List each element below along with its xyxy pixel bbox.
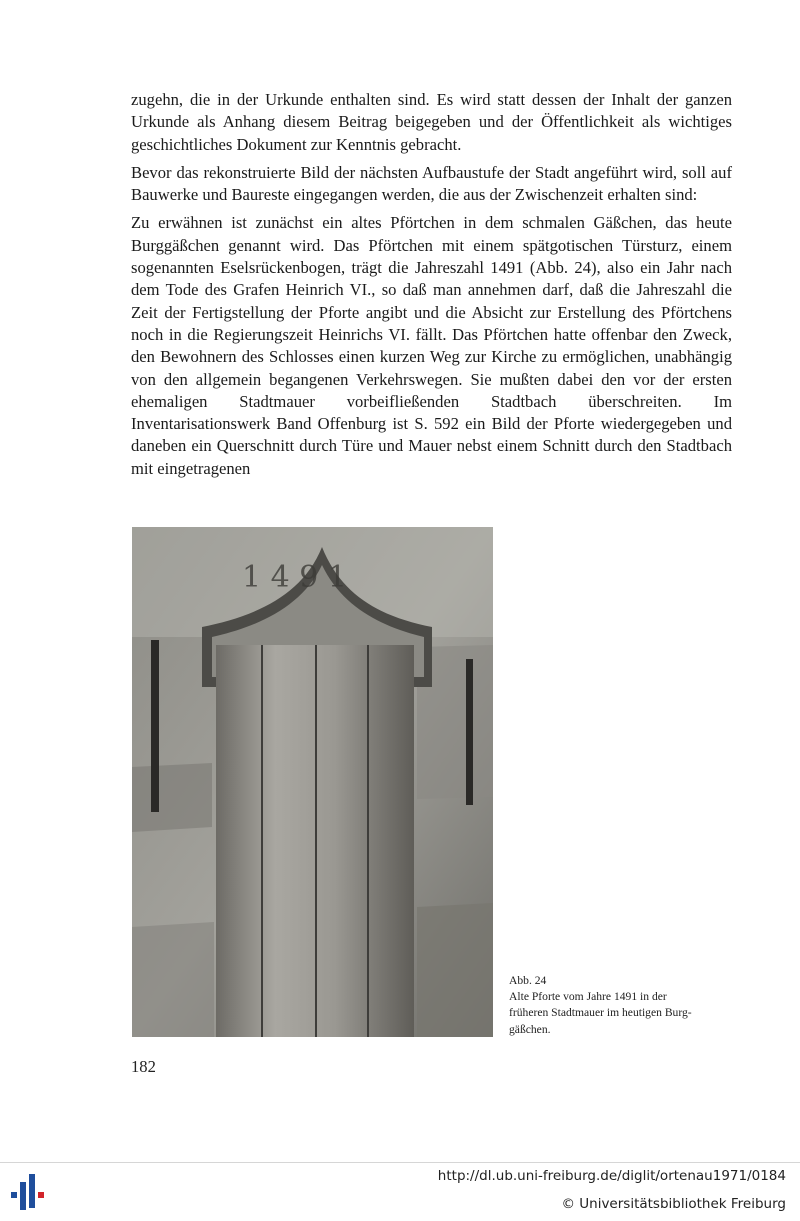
copyright-notice: © Universitätsbibliothek Freiburg xyxy=(561,1196,786,1212)
figure-caption xyxy=(509,973,739,1038)
source-url-link[interactable]: http://dl.ub.uni-freiburg.de/diglit/ortenau1971/0184 xyxy=(437,1168,786,1184)
caption-line: Alte Pforte vom Jahre 1491 in der xyxy=(509,990,667,1004)
page-number: 182 xyxy=(131,1057,156,1076)
door-photograph xyxy=(132,527,493,1037)
paragraph-3: Zu erwähnen ist zunächst ein altes Pförtchen in dem schmalen Gäßchen, das heute Burggäßchen genannt wird. Das Pförtchen mit einem spätgotischen Türsturz, einem sogenannten Eselsrückenbogen, trägt die Jahreszahl 1491 (Abb. 24), also ein Jahr nach dem Tode des Grafen Heinrich VI., so daß man annehmen darf, daß die Jahreszahl die Zeit der Fertigstellung der Pforte angibt und die Absicht zur Erstellung des Pförtchens noch in die Regierungszeit Heinrichs VI. fällt. Das Pförtchen hatte offenbar den Zweck, den Bewohnern des Schlosses einen kurzen Weg zur Kirche zu ermöglichen, unabhängig von den allgemein begangenen Verkehrswegen. Sie mußten dabei den vor der ersten ehemaligen Stadtmauer vorbeifließenden Stadtbach überschreiten. Im Inventarisationswerk Band Offenburg ist S. 592 ein Bild der Pforte wiedergegeben und daneben ein Querschnitt durch Türe und Mauer nebst einem Schnitt durch den Stadtbach mit eingetragenen xyxy=(131,213,732,478)
paragraph-1: zugehn, die in der Urkunde enthalten sind. Es wird statt dessen der Inhalt der ganzen Urkunde als Anhang diesem Beitrag beigegeben und der Öffentlichkeit als wichtiges geschichtliches Dokument zur Kenntnis gebracht. xyxy=(131,90,732,154)
footer-bar xyxy=(0,1162,800,1221)
paragraph-2: Bevor das rekonstruierte Bild der nächsten Aufbaustufe der Stadt angeführt wird, soll auf Bauwerke und Baureste eingegangen werden, die aus der Zwischenzeit erhalten sind: xyxy=(131,162,732,205)
caption-line: gäßchen. xyxy=(509,1022,551,1036)
figure-label: Abb. 24 xyxy=(509,974,547,987)
body-text xyxy=(131,89,732,486)
ub-freiburg-logo-icon xyxy=(10,1173,50,1213)
caption-line: früheren Stadtmauer im heutigen Burg- xyxy=(509,1006,692,1020)
svg-text:1 4 9 1: 1 4 9 1 xyxy=(242,560,347,595)
